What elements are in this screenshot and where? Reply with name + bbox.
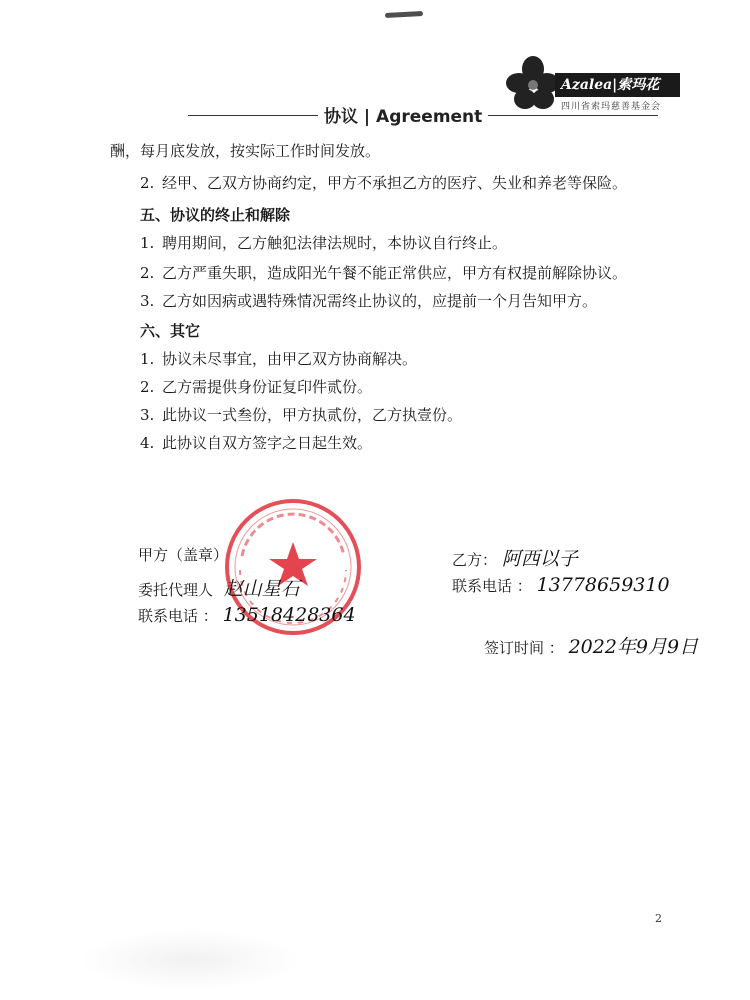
- scan-smudge: [385, 11, 423, 18]
- date-label: 签订时间: [484, 639, 545, 657]
- party-a-label: 甲方（盖章）: [138, 546, 229, 564]
- phone-a-row: 联系电话 ： 13518428364: [138, 604, 356, 626]
- page-number: 2: [655, 912, 662, 925]
- phone-b-row: 联系电话 ： 13778659310: [452, 574, 670, 596]
- list-item: [140, 232, 507, 253]
- list-number: 1.: [140, 234, 155, 252]
- scan-artifact: [80, 930, 300, 990]
- logo-wordmark: Azalea|索玛花: [555, 73, 680, 97]
- list-item: [140, 348, 417, 369]
- page-header-title: 协议 | Agreement: [318, 102, 488, 127]
- party-b-label: 乙方：: [452, 551, 498, 569]
- list-number: 3.: [140, 406, 155, 424]
- list-number: 1.: [140, 350, 155, 368]
- list-number: 2.: [140, 264, 155, 282]
- list-item: [140, 262, 627, 283]
- section-heading: 六、其它: [140, 322, 201, 340]
- date-handwritten: 2022年9月9日: [568, 636, 699, 658]
- list-number: 4.: [140, 434, 155, 452]
- list-text: 乙方需提供身份证复印件贰份。: [162, 378, 373, 396]
- list-number: 2.: [140, 174, 155, 192]
- list-item: [140, 432, 372, 453]
- agent-label: 委托代理人: [138, 581, 214, 599]
- list-item: [140, 376, 372, 397]
- date-row: 签订时间 ： 2022年9月9日: [484, 636, 699, 658]
- phone-b-label: 联系电话: [452, 577, 513, 595]
- list-item: [140, 172, 627, 193]
- party-b-signature: 阿西以子: [501, 548, 578, 570]
- party-b-row: [452, 544, 578, 571]
- list-text: 此协议一式叁份，甲方执贰份，乙方执壹份。: [162, 406, 463, 424]
- list-number: 3.: [140, 292, 155, 310]
- agent-signature: 赵山星石: [223, 578, 300, 600]
- list-text: 经甲、乙双方协商约定，甲方不承担乙方的医疗、失业和养老等保险。: [162, 174, 628, 192]
- azalea-logo: [505, 55, 680, 115]
- list-item: [140, 290, 597, 311]
- logo-subtitle: 四川省索玛慈善基金会: [561, 102, 662, 112]
- list-text: 聘用期间，乙方触犯法律法规时，本协议自行终止。: [162, 234, 508, 252]
- list-item: [140, 404, 462, 425]
- azalea-flower-icon: [505, 55, 561, 111]
- list-text: 乙方如因病或遇特殊情况需终止协议的，应提前一个月告知甲方。: [162, 292, 598, 310]
- list-number: 2.: [140, 378, 155, 396]
- list-text: 协议未尽事宜，由甲乙双方协商解决。: [162, 350, 418, 368]
- section-heading: 五、协议的终止和解除: [140, 206, 291, 224]
- phone-a-handwritten: 13518428364: [222, 604, 356, 626]
- phone-b-handwritten: 13778659310: [536, 574, 670, 596]
- agent-row: [138, 574, 300, 601]
- text-line: 酬，每月底发放，按实际工作时间发放。: [110, 142, 381, 160]
- list-text: 乙方严重失职，造成阳光午餐不能正常供应，甲方有权提前解除协议。: [162, 264, 628, 282]
- list-text: 此协议自双方签字之日起生效。: [162, 434, 373, 452]
- phone-a-label: 联系电话: [138, 607, 199, 625]
